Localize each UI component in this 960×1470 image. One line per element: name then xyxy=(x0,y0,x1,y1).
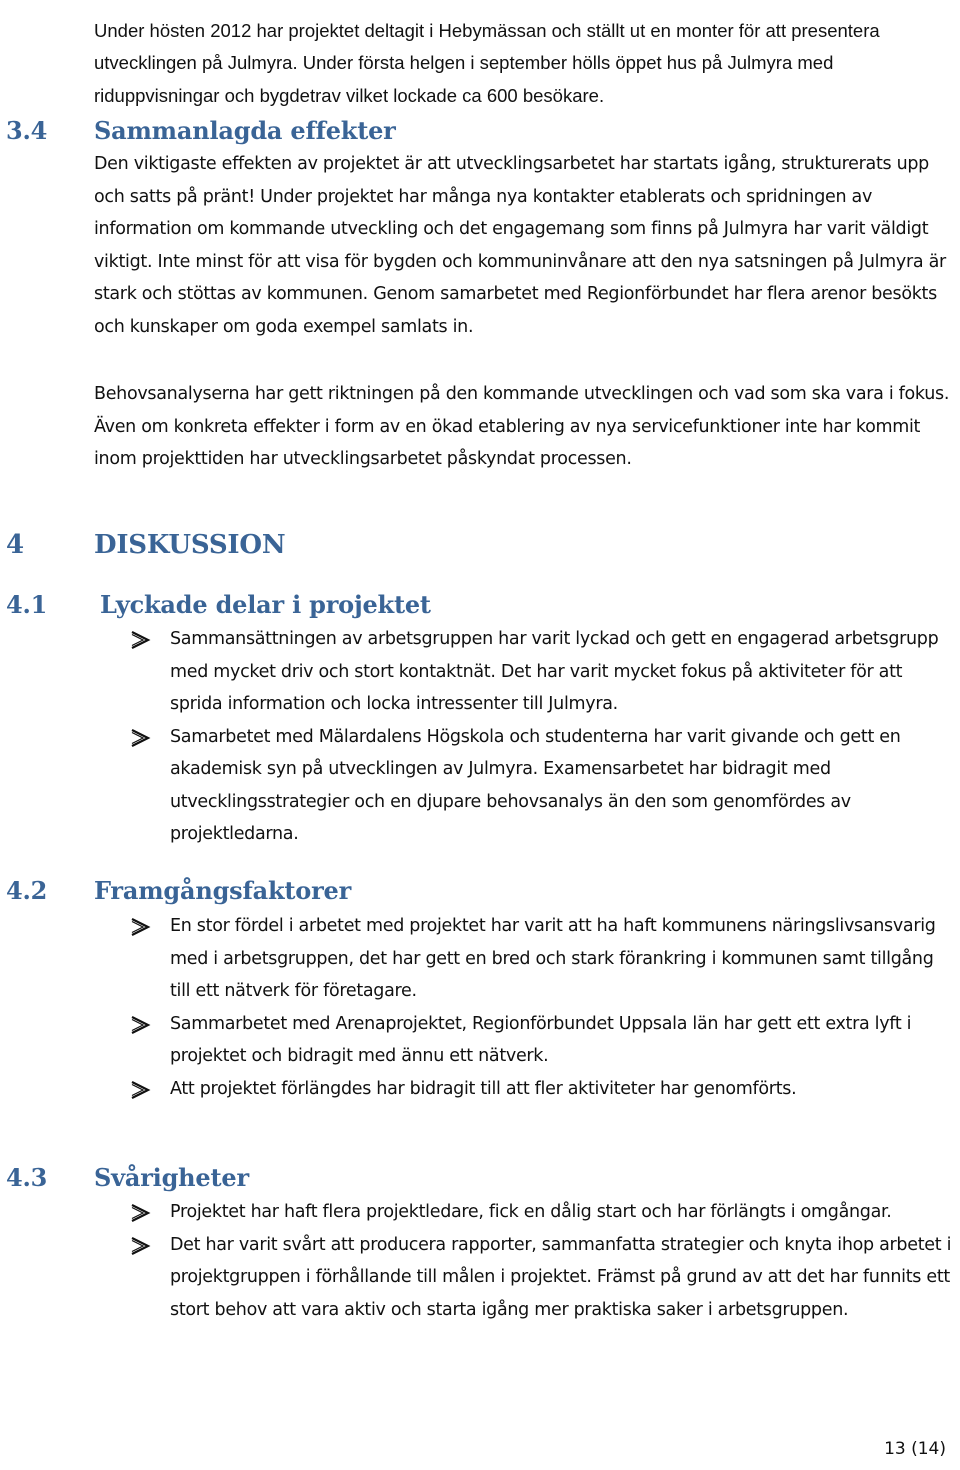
arrowhead-bullet-icon xyxy=(130,1196,152,1228)
bullet-list-4-1 xyxy=(130,623,956,851)
list-item xyxy=(130,623,956,721)
arrowhead-bullet-icon xyxy=(130,1008,152,1040)
bullet-list-4-3 xyxy=(130,1196,956,1326)
intro-paragraph: Under hösten 2012 har projektet deltagit i Hebymässan och ställt ut en monter för att presentera utvecklingen på Julmyra. Under första helgen i september hölls öppet hus på Julmyra med riduppvisningar och bygdetrav vilket lockade ca 600 besökare. xyxy=(94,19,880,106)
arrowhead-bullet-icon xyxy=(130,623,152,655)
effects-paragraph-2: Behovsanalyserna har gett riktningen på den kommande utvecklingen och vad som ska vara i fokus. Även om konkreta effekter i form av en ökad etablering av nya servicefunktioner inte har kommit inom projekttiden har utvecklingsarbetet påskyndat processen. xyxy=(94,384,950,469)
arrowhead-bullet-icon xyxy=(130,721,152,753)
chapter-title: DISKUSSION xyxy=(94,530,286,560)
list-item-text: Att projektet förlängdes har bidragit till att fler aktiviteter har genomförts. xyxy=(170,1078,797,1099)
list-item-text: Samarbetet med Mälardalens Högskola och studenterna har varit givande och gett en akademisk syn på utvecklingen av Julmyra. Examensarbetet har bidragit med utvecklingsstrategier och en djupare behovsanalys än den som genomfördes av projektledarna. xyxy=(170,726,901,844)
section-number: 4.1 xyxy=(6,590,48,619)
section-number: 4.2 xyxy=(6,876,48,905)
effects-paragraph-1: Den viktigaste effekten av projektet är att utvecklingsarbetet har startats igång, strukturerats upp och satts på pränt! Under projektet har många nya kontakter etablerats och spridningen av information om kommande utveckling och det engagemang som finns på Julmyra har varit väldigt viktigt. Inte minst för att visa för bygden och kommuninvånare att den nya satsningen på Julmyra är stark och stöttas av kommunen. Genom samarbetet med Regionförbundet har flera arenor besökts och kunskaper om goda exempel samlats in. xyxy=(94,154,946,337)
list-item-text: Det har varit svårt att producera rapporter, sammanfatta strategier och knyta ihop arbetet i projektgruppen i förhållande till målen i projektet. Främst på grund av att det har funnits ett stort behov att vara aktiv och starta igång mer praktiska saker i arbetsgruppen. xyxy=(170,1234,952,1320)
list-item-text: Projektet har haft flera projektledare, fick en dålig start och har förlängts i omgångar. xyxy=(170,1202,892,1222)
list-item xyxy=(130,721,956,851)
section-heading-3-4 xyxy=(6,116,906,146)
section-title: Lyckade delar i projektet xyxy=(100,590,431,619)
section-title: Sammanlagda effekter xyxy=(94,116,396,145)
arrowhead-bullet-icon xyxy=(130,1229,152,1261)
chapter-heading-4 xyxy=(6,530,906,562)
arrowhead-bullet-icon xyxy=(130,910,152,942)
section-title: Framgångsfaktorer xyxy=(94,876,352,905)
list-item xyxy=(130,1008,956,1073)
section-number: 4.3 xyxy=(6,1163,48,1192)
section-title: Svårigheter xyxy=(94,1163,249,1192)
page-number: 13 (14) xyxy=(884,1439,946,1459)
section-heading-4-1 xyxy=(6,590,906,620)
list-item xyxy=(130,1229,956,1327)
bullet-list-4-2 xyxy=(130,910,956,1105)
list-item-text: Sammarbetet med Arenaprojektet, Regionförbundet Uppsala län har gett ett extra lyft i projektet och bidragit med ännu ett nätverk. xyxy=(170,1013,912,1066)
list-item xyxy=(130,910,956,1008)
list-item xyxy=(130,1073,956,1106)
section-number: 3.4 xyxy=(6,116,48,145)
section-heading-4-3 xyxy=(6,1163,906,1193)
chapter-number: 4 xyxy=(6,530,24,560)
list-item-text: En stor fördel i arbetet med projektet har varit att ha haft kommunens näringslivsansvarig med i arbetsgruppen, det har gett en bred och stark förankring i kommunen samt tillgång till ett nätverk för företagare. xyxy=(170,916,936,1001)
section-heading-4-2 xyxy=(6,876,906,906)
list-item-text: Sammansättningen av arbetsgruppen har varit lyckad och gett en engagerad arbetsgrupp med mycket driv och stort kontaktnät. Det har varit mycket fokus på aktiviteter för att sprida information och locka intressenter till Julmyra. xyxy=(170,629,939,714)
arrowhead-bullet-icon xyxy=(130,1073,152,1105)
list-item xyxy=(130,1196,956,1229)
